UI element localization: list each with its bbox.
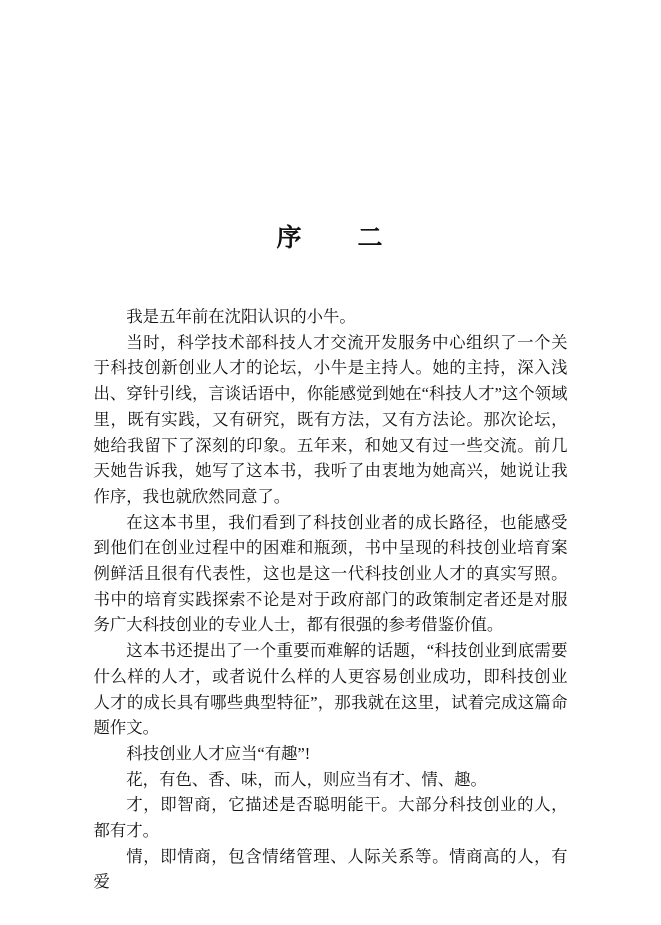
page-title: 序 二 <box>276 225 385 252</box>
paragraph: 科技创业人才应当“有趣”! <box>126 743 311 763</box>
paragraph: 情，即情商，包含情绪管理、人际关系等。情商高的人，有爱 <box>93 846 568 892</box>
paragraph: 花，有色、香、味，而人，则应当有才、情、趣。 <box>126 769 487 789</box>
paragraph: 才，即智商，它描述是否聪明能干。大部分科技创业的人，都有才。 <box>93 795 568 841</box>
paragraph: 我是五年前在沈阳认识的小牛。 <box>126 307 356 326</box>
paragraph: 当时，科学技术部科技人才交流开发服务中心组织了一个关于科技创新创业人才的论坛，小牛是主持人。她的主持，深入浅出、穿针引线，言谈话语中，你能感觉到她在“科技人才”这个领域里，既有实践，又有研究，既有方法，又有方法论。那次论坛，她给我留下了深刻的印象。五年来，和她又有过一些交流。前几天她告诉我，她写了这本书，我听了由衷地为她高兴，她说让我作序，我也就欣然同意了。 <box>93 332 568 506</box>
page-body <box>94 304 568 895</box>
paragraph: 在这本书里，我们看到了科技创业者的成长路径，也能感受到他们在创业过程中的困难和瓶颈，书中呈现的科技创业培育案例鲜活且很有代表性，这也是这一代科技创业人才的真实写照。书中的培育实践探索不论是对于政府部门的政策制定者还是对服务广大科技创业的专业人士，都有很强的参考借鉴价值。 <box>93 512 568 635</box>
paragraph: 这本书还提出了一个重要而难解的话题，“科技创业到底需要什么样的人才，或者说什么样的人更容易创业成功，即科技创业人才的成长具有哪些典型特征”，那我就在这里，试着完成这篇命题作文。 <box>93 641 568 738</box>
